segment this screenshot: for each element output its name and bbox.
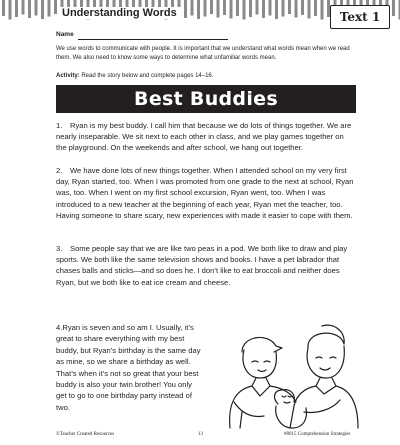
text-number-tab: Text 1: [330, 5, 390, 29]
footer-product: #8015 Comprehension Strategies: [284, 432, 351, 437]
header-stripe: [230, 0, 233, 19]
story-title: Best Buddies: [134, 88, 278, 110]
footer-page-number: 13: [198, 432, 203, 437]
story-title-banner: [56, 85, 356, 113]
intro-paragraph: We use words to communicate with people. It is important that we understand what words mean when we read them. We also need to know some ways to determine what unfamiliar words mean.: [56, 46, 350, 61]
header-stripe: [236, 0, 239, 16]
header-stripe: [22, 0, 25, 15]
paragraph-text: Ryan is my best buddy. I call him that because we do lots of things together. We are nearly inseparable. We sit next to each other in class, and we play games together on the playground. On the weekends and after school, we hang out together.: [56, 121, 352, 153]
name-write-line: [78, 39, 228, 40]
header-stripe: [249, 0, 252, 17]
header-stripe: [184, 0, 187, 18]
header-stripe: [301, 0, 304, 15]
story-paragraph-4: [56, 322, 204, 413]
header-stripe: [41, 0, 44, 19]
header-stripe: [28, 0, 31, 18]
header-stripe: [35, 0, 38, 16]
header-stripe: [321, 0, 324, 20]
story-paragraph-3: [56, 243, 356, 288]
story-paragraph-2: [56, 165, 356, 221]
header-stripe: [282, 0, 285, 17]
header-stripe: [15, 0, 18, 17]
header-stripe: [197, 0, 200, 19]
paragraph-text: Ryan is seven and so am I. Usually, it’s great to share everything with my best buddy, but Ryan’s birthday is the same day as mine, so we share a birthday as well. That’s when it’s not so great that your best buddy is also your twin brother! You only get to go to one birthday party instead of two.: [56, 323, 201, 412]
header-stripe: [2, 0, 5, 16]
header-stripe: [256, 0, 259, 15]
header-stripe: [392, 0, 395, 16]
header-stripe: [243, 0, 246, 20]
name-label: Name: [56, 31, 74, 38]
paragraph-number: 2.: [56, 166, 63, 175]
header-stripe: [210, 0, 213, 14]
paragraph-number: 1.: [56, 121, 63, 130]
header-stripe: [9, 0, 12, 20]
header-stripe: [54, 0, 57, 14]
paragraph-text: Some people say that we are like two peas in a pod. We both like to draw and play sports. We both like the same television shows and books. I have a pet labrador that chases balls and sticks—and so does he. I don’t like to eat broccoli and neither does Ryan, but we both like to eat ice cream and cheese.: [56, 244, 348, 287]
header-stripe: [269, 0, 272, 16]
activity-text: Read the story below and complete pages 14–16.: [79, 73, 214, 79]
header-stripe: [48, 0, 51, 17]
paragraph-number: 3.: [56, 244, 63, 253]
paragraph-number: 4.: [56, 323, 63, 332]
activity-label: Activity:: [56, 73, 80, 79]
header-stripe: [262, 0, 265, 18]
header-stripe: [217, 0, 220, 18]
header-stripe: [275, 0, 278, 19]
twin-boys-illustration: [212, 322, 372, 430]
header-stripe: [191, 0, 194, 16]
header-stripe: [288, 0, 291, 14]
activity-instructions: [56, 72, 356, 80]
story-paragraph-1: [56, 120, 356, 154]
header-stripe: [204, 0, 207, 17]
header-stripe: [308, 0, 311, 19]
paragraph-text: We have done lots of new things together. When I attended school on my very first day, Ryan started, too. When I was promoted from one grade to the next at school, Ryan was, too. When I went on my first school excursion, Ryan went, too. When I was introduced to a new teacher at the beginning of each year, Ryan met the teacher, too. Having someone to share scary, new experiences with made it easier to cope with them.: [56, 166, 354, 220]
footer-publisher: ©Teacher Created Resources: [56, 432, 115, 437]
header-stripe: [314, 0, 317, 16]
section-title: Understanding Words: [58, 7, 181, 19]
header-stripe: [223, 0, 226, 15]
header-stripe: [295, 0, 298, 18]
